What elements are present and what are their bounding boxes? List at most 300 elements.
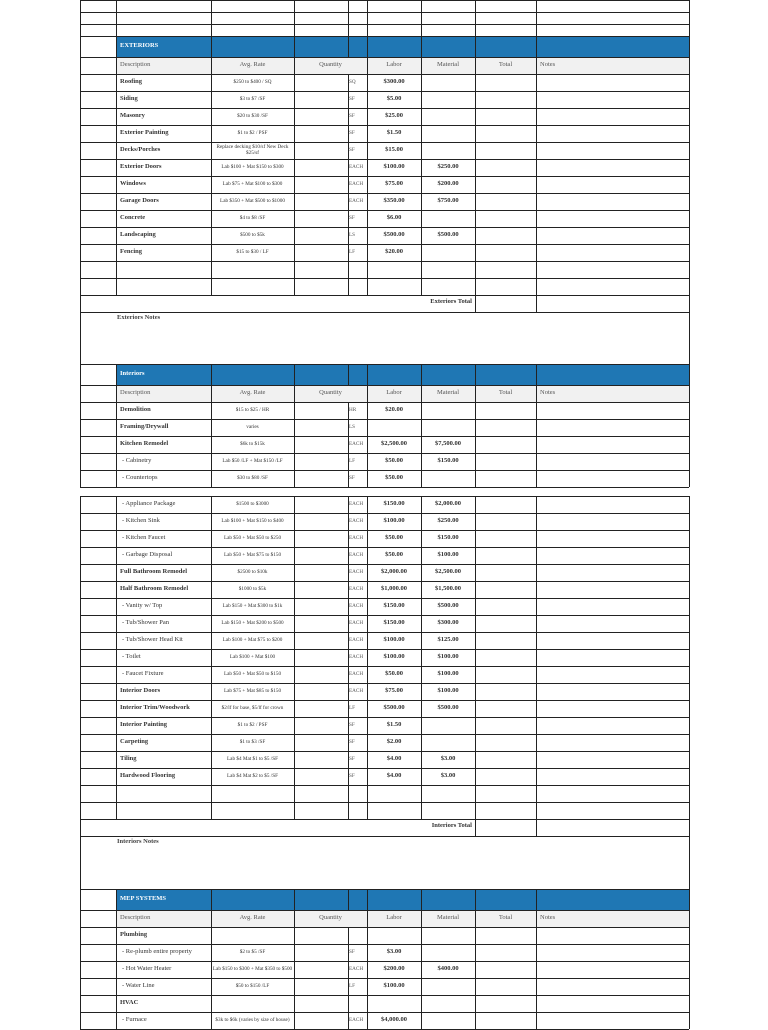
- item-material[interactable]: $500.00: [437, 231, 459, 239]
- grid-cell[interactable]: [80, 142, 116, 159]
- item-labor[interactable]: $100.00: [383, 517, 405, 525]
- item-material[interactable]: [421, 91, 475, 108]
- grid-cell[interactable]: [80, 751, 116, 768]
- quantity-cell[interactable]: [294, 513, 348, 530]
- item-notes[interactable]: [536, 547, 689, 564]
- grid-cell[interactable]: [294, 785, 348, 802]
- item-labor[interactable]: $50.00: [385, 457, 403, 465]
- grid-cell[interactable]: [367, 802, 421, 819]
- grid-cell[interactable]: [211, 24, 294, 36]
- grid-cell[interactable]: [80, 261, 116, 278]
- item-material[interactable]: $500.00: [437, 602, 459, 610]
- grid-cell[interactable]: [294, 261, 348, 278]
- grid-cell[interactable]: [475, 802, 536, 819]
- grid-cell[interactable]: [116, 24, 211, 36]
- grid-cell[interactable]: [80, 108, 116, 125]
- grid-cell[interactable]: [367, 785, 421, 802]
- quantity-cell[interactable]: [294, 142, 348, 159]
- item-material[interactable]: $750.00: [437, 197, 459, 205]
- grid-cell[interactable]: [536, 24, 689, 36]
- grid-cell[interactable]: [367, 12, 421, 24]
- grid-cell[interactable]: [80, 12, 116, 24]
- item-labor[interactable]: $300.00: [383, 78, 405, 86]
- quantity-cell[interactable]: [294, 615, 348, 632]
- quantity-cell[interactable]: [294, 978, 348, 995]
- item-notes[interactable]: [536, 142, 689, 159]
- item-material[interactable]: [421, 108, 475, 125]
- grid-cell[interactable]: [421, 278, 475, 295]
- quantity-cell[interactable]: [294, 108, 348, 125]
- grid-cell[interactable]: [80, 278, 116, 295]
- grid-cell[interactable]: [80, 227, 116, 244]
- grid-cell[interactable]: [421, 24, 475, 36]
- grid-cell[interactable]: [367, 278, 421, 295]
- item-total[interactable]: [475, 927, 536, 944]
- item-material[interactable]: [421, 978, 475, 995]
- item-material[interactable]: $100.00: [437, 551, 459, 559]
- item-material[interactable]: $100.00: [437, 670, 459, 678]
- item-labor[interactable]: $25.00: [385, 112, 403, 120]
- exteriors-notes-area[interactable]: [116, 324, 689, 362]
- grid-cell[interactable]: [211, 261, 294, 278]
- grid-cell[interactable]: [294, 24, 348, 36]
- item-material[interactable]: $7,500.00: [435, 440, 461, 448]
- quantity-cell[interactable]: [294, 1012, 348, 1029]
- grid-cell[interactable]: [421, 12, 475, 24]
- quantity-cell[interactable]: [294, 453, 348, 470]
- item-total[interactable]: [475, 227, 536, 244]
- item-notes[interactable]: [536, 244, 689, 261]
- item-total[interactable]: [475, 513, 536, 530]
- quantity-cell[interactable]: [294, 944, 348, 961]
- item-labor[interactable]: [367, 995, 421, 1012]
- item-total[interactable]: [475, 700, 536, 717]
- grid-cell[interactable]: [80, 530, 116, 547]
- item-labor[interactable]: $50.00: [385, 551, 403, 559]
- exteriors-total-value[interactable]: [475, 295, 536, 312]
- grid-cell[interactable]: [536, 12, 689, 24]
- grid-cell[interactable]: [80, 496, 116, 513]
- item-notes[interactable]: [536, 91, 689, 108]
- grid-cell[interactable]: [294, 12, 348, 24]
- grid-cell[interactable]: [211, 785, 294, 802]
- grid-cell[interactable]: [348, 0, 367, 12]
- grid-cell[interactable]: [80, 436, 116, 453]
- item-labor[interactable]: $5.00: [386, 95, 402, 103]
- item-notes[interactable]: [536, 927, 689, 944]
- item-notes[interactable]: [536, 176, 689, 193]
- item-total[interactable]: [475, 108, 536, 125]
- item-notes[interactable]: [536, 717, 689, 734]
- item-notes[interactable]: [536, 1012, 689, 1029]
- item-material[interactable]: $3.00: [440, 772, 456, 780]
- item-material[interactable]: [421, 142, 475, 159]
- grid-cell[interactable]: [80, 802, 116, 819]
- item-notes[interactable]: [536, 125, 689, 142]
- grid-cell[interactable]: [348, 278, 367, 295]
- item-total[interactable]: [475, 193, 536, 210]
- grid-cell[interactable]: [211, 278, 294, 295]
- item-notes[interactable]: [536, 598, 689, 615]
- grid-cell[interactable]: [80, 768, 116, 785]
- grid-cell[interactable]: [80, 453, 116, 470]
- item-total[interactable]: [475, 1012, 536, 1029]
- item-notes[interactable]: [536, 496, 689, 513]
- quantity-cell[interactable]: [294, 581, 348, 598]
- item-labor[interactable]: $2,000.00: [381, 568, 407, 576]
- item-material[interactable]: [421, 927, 475, 944]
- item-material[interactable]: [421, 995, 475, 1012]
- item-notes[interactable]: [536, 470, 689, 487]
- item-notes[interactable]: [536, 978, 689, 995]
- grid-cell[interactable]: [80, 470, 116, 487]
- item-total[interactable]: [475, 944, 536, 961]
- quantity-cell[interactable]: [294, 717, 348, 734]
- item-total[interactable]: [475, 649, 536, 666]
- item-labor[interactable]: $2.00: [386, 738, 402, 746]
- item-notes[interactable]: [536, 74, 689, 91]
- item-notes[interactable]: [536, 768, 689, 785]
- grid-cell[interactable]: [80, 244, 116, 261]
- grid-cell[interactable]: [80, 961, 116, 978]
- item-material[interactable]: $500.00: [437, 704, 459, 712]
- item-material[interactable]: [421, 419, 475, 436]
- item-labor[interactable]: $4.00: [386, 772, 402, 780]
- item-labor[interactable]: $1.50: [386, 129, 402, 137]
- item-total[interactable]: [475, 210, 536, 227]
- item-labor[interactable]: $50.00: [385, 474, 403, 482]
- grid-cell[interactable]: [80, 944, 116, 961]
- grid-cell[interactable]: [80, 513, 116, 530]
- item-notes[interactable]: [536, 402, 689, 419]
- grid-cell[interactable]: [80, 785, 116, 802]
- item-total[interactable]: [475, 125, 536, 142]
- item-labor[interactable]: $500.00: [383, 231, 405, 239]
- quantity-cell[interactable]: [294, 496, 348, 513]
- item-notes[interactable]: [536, 193, 689, 210]
- quantity-cell[interactable]: [294, 159, 348, 176]
- grid-cell[interactable]: [80, 700, 116, 717]
- grid-cell[interactable]: [80, 1012, 116, 1029]
- quantity-cell[interactable]: [294, 598, 348, 615]
- item-notes[interactable]: [536, 632, 689, 649]
- item-total[interactable]: [475, 978, 536, 995]
- item-notes[interactable]: [536, 683, 689, 700]
- quantity-cell[interactable]: [294, 995, 348, 1012]
- item-material[interactable]: [421, 734, 475, 751]
- quantity-cell[interactable]: [294, 547, 348, 564]
- item-total[interactable]: [475, 683, 536, 700]
- grid-cell[interactable]: [116, 12, 211, 24]
- item-labor[interactable]: [367, 927, 421, 944]
- item-notes[interactable]: [536, 961, 689, 978]
- grid-cell[interactable]: [211, 0, 294, 12]
- item-notes[interactable]: [536, 581, 689, 598]
- quantity-cell[interactable]: [294, 666, 348, 683]
- quantity-cell[interactable]: [294, 751, 348, 768]
- quantity-cell[interactable]: [294, 244, 348, 261]
- item-material[interactable]: $3.00: [440, 755, 456, 763]
- quantity-cell[interactable]: [294, 419, 348, 436]
- item-total[interactable]: [475, 751, 536, 768]
- quantity-cell[interactable]: [294, 91, 348, 108]
- quantity-cell[interactable]: [294, 632, 348, 649]
- grid-cell[interactable]: [80, 125, 116, 142]
- grid-cell[interactable]: [80, 176, 116, 193]
- quantity-cell[interactable]: [294, 227, 348, 244]
- item-notes[interactable]: [536, 530, 689, 547]
- grid-cell[interactable]: [348, 802, 367, 819]
- item-total[interactable]: [475, 402, 536, 419]
- grid-cell[interactable]: [80, 598, 116, 615]
- item-notes[interactable]: [536, 995, 689, 1012]
- grid-cell[interactable]: [475, 24, 536, 36]
- quantity-cell[interactable]: [294, 436, 348, 453]
- item-total[interactable]: [475, 995, 536, 1012]
- item-labor[interactable]: [367, 419, 421, 436]
- item-labor[interactable]: $6.00: [386, 214, 402, 222]
- item-labor[interactable]: $150.00: [383, 602, 405, 610]
- grid-cell[interactable]: [211, 12, 294, 24]
- grid-cell[interactable]: [80, 402, 116, 419]
- item-total[interactable]: [475, 530, 536, 547]
- item-labor[interactable]: $50.00: [385, 534, 403, 542]
- item-material[interactable]: $1,500.00: [435, 585, 461, 593]
- item-notes[interactable]: [536, 159, 689, 176]
- item-notes[interactable]: [536, 108, 689, 125]
- grid-cell[interactable]: [421, 785, 475, 802]
- item-total[interactable]: [475, 768, 536, 785]
- item-labor[interactable]: $200.00: [383, 965, 405, 973]
- item-labor[interactable]: $100.00: [383, 982, 405, 990]
- grid-cell[interactable]: [80, 734, 116, 751]
- item-material[interactable]: [421, 470, 475, 487]
- item-material[interactable]: $100.00: [437, 687, 459, 695]
- grid-cell[interactable]: [80, 419, 116, 436]
- item-labor[interactable]: $20.00: [385, 406, 403, 414]
- grid-cell[interactable]: [475, 261, 536, 278]
- grid-cell[interactable]: [475, 278, 536, 295]
- item-total[interactable]: [475, 547, 536, 564]
- item-material[interactable]: $250.00: [437, 517, 459, 525]
- quantity-cell[interactable]: [294, 927, 348, 944]
- item-material[interactable]: [421, 402, 475, 419]
- item-notes[interactable]: [536, 436, 689, 453]
- grid-cell[interactable]: [367, 24, 421, 36]
- item-total[interactable]: [475, 717, 536, 734]
- item-notes[interactable]: [536, 649, 689, 666]
- item-notes[interactable]: [536, 700, 689, 717]
- grid-cell[interactable]: [116, 278, 211, 295]
- grid-cell[interactable]: [80, 24, 116, 36]
- grid-cell[interactable]: [80, 564, 116, 581]
- grid-cell[interactable]: [80, 927, 116, 944]
- item-notes[interactable]: [536, 666, 689, 683]
- grid-cell[interactable]: [80, 978, 116, 995]
- item-labor[interactable]: $150.00: [383, 500, 405, 508]
- quantity-cell[interactable]: [294, 402, 348, 419]
- grid-cell[interactable]: [536, 785, 689, 802]
- quantity-cell[interactable]: [294, 125, 348, 142]
- item-material[interactable]: $200.00: [437, 180, 459, 188]
- item-notes[interactable]: [536, 734, 689, 751]
- grid-cell[interactable]: [80, 91, 116, 108]
- quantity-cell[interactable]: [294, 193, 348, 210]
- grid-cell[interactable]: [80, 683, 116, 700]
- item-labor[interactable]: $100.00: [383, 636, 405, 644]
- item-material[interactable]: $150.00: [437, 457, 459, 465]
- grid-cell[interactable]: [80, 581, 116, 598]
- quantity-cell[interactable]: [294, 683, 348, 700]
- item-material[interactable]: [421, 244, 475, 261]
- item-total[interactable]: [475, 581, 536, 598]
- grid-cell[interactable]: [475, 0, 536, 12]
- grid-cell[interactable]: [348, 24, 367, 36]
- grid-cell[interactable]: [294, 0, 348, 12]
- item-total[interactable]: [475, 436, 536, 453]
- grid-cell[interactable]: [80, 193, 116, 210]
- item-total[interactable]: [475, 74, 536, 91]
- grid-cell[interactable]: [80, 717, 116, 734]
- item-material[interactable]: $125.00: [437, 636, 459, 644]
- item-total[interactable]: [475, 470, 536, 487]
- grid-cell[interactable]: [348, 261, 367, 278]
- item-notes[interactable]: [536, 227, 689, 244]
- grid-cell[interactable]: [475, 785, 536, 802]
- grid-cell[interactable]: [536, 0, 689, 12]
- item-notes[interactable]: [536, 419, 689, 436]
- item-labor[interactable]: $500.00: [383, 704, 405, 712]
- grid-cell[interactable]: [367, 261, 421, 278]
- item-material[interactable]: [421, 125, 475, 142]
- grid-cell[interactable]: [80, 995, 116, 1012]
- item-total[interactable]: [475, 453, 536, 470]
- grid-cell[interactable]: [294, 278, 348, 295]
- grid-cell[interactable]: [294, 802, 348, 819]
- grid-cell[interactable]: [211, 802, 294, 819]
- item-notes[interactable]: [536, 513, 689, 530]
- quantity-cell[interactable]: [294, 734, 348, 751]
- grid-cell[interactable]: [421, 802, 475, 819]
- grid-cell[interactable]: [116, 785, 211, 802]
- item-material[interactable]: [421, 717, 475, 734]
- item-labor[interactable]: $3.00: [386, 948, 402, 956]
- item-notes[interactable]: [536, 564, 689, 581]
- item-labor[interactable]: $350.00: [383, 197, 405, 205]
- grid-cell[interactable]: [80, 0, 116, 12]
- item-labor[interactable]: $4.00: [386, 755, 402, 763]
- item-labor[interactable]: $2,500.00: [381, 440, 407, 448]
- item-labor[interactable]: $15.00: [385, 146, 403, 154]
- item-material[interactable]: $300.00: [437, 619, 459, 627]
- item-material[interactable]: $400.00: [437, 965, 459, 973]
- item-total[interactable]: [475, 159, 536, 176]
- grid-cell[interactable]: [80, 649, 116, 666]
- grid-cell[interactable]: [536, 802, 689, 819]
- quantity-cell[interactable]: [294, 530, 348, 547]
- item-labor[interactable]: $50.00: [385, 670, 403, 678]
- item-total[interactable]: [475, 666, 536, 683]
- item-notes[interactable]: [536, 944, 689, 961]
- grid-cell[interactable]: [80, 615, 116, 632]
- grid-cell[interactable]: [348, 785, 367, 802]
- item-total[interactable]: [475, 615, 536, 632]
- grid-cell[interactable]: [475, 12, 536, 24]
- item-total[interactable]: [475, 176, 536, 193]
- grid-cell[interactable]: [80, 666, 116, 683]
- item-notes[interactable]: [536, 751, 689, 768]
- item-material[interactable]: $150.00: [437, 534, 459, 542]
- item-labor[interactable]: $150.00: [383, 619, 405, 627]
- grid-cell[interactable]: [80, 159, 116, 176]
- item-notes[interactable]: [536, 210, 689, 227]
- item-total[interactable]: [475, 142, 536, 159]
- item-total[interactable]: [475, 91, 536, 108]
- item-material[interactable]: $2,000.00: [435, 500, 461, 508]
- item-material[interactable]: [421, 210, 475, 227]
- item-material[interactable]: [421, 74, 475, 91]
- grid-cell[interactable]: [80, 210, 116, 227]
- item-total[interactable]: [475, 244, 536, 261]
- item-labor[interactable]: $1,000.00: [381, 585, 407, 593]
- item-material[interactable]: [421, 1012, 475, 1029]
- grid-cell[interactable]: [367, 0, 421, 12]
- item-total[interactable]: [475, 961, 536, 978]
- item-material[interactable]: $100.00: [437, 653, 459, 661]
- grid-cell[interactable]: [348, 12, 367, 24]
- item-notes[interactable]: [536, 615, 689, 632]
- quantity-cell[interactable]: [294, 470, 348, 487]
- item-labor[interactable]: $75.00: [385, 687, 403, 695]
- grid-cell[interactable]: [116, 802, 211, 819]
- grid-cell[interactable]: [536, 261, 689, 278]
- item-material[interactable]: $2,500.00: [435, 568, 461, 576]
- grid-cell[interactable]: [80, 632, 116, 649]
- quantity-cell[interactable]: [294, 768, 348, 785]
- interiors-total-value[interactable]: [475, 819, 536, 836]
- interiors-notes-area[interactable]: [116, 848, 689, 887]
- grid-cell[interactable]: [421, 261, 475, 278]
- item-labor[interactable]: $100.00: [383, 653, 405, 661]
- grid-cell[interactable]: [116, 0, 211, 12]
- quantity-cell[interactable]: [294, 176, 348, 193]
- item-total[interactable]: [475, 598, 536, 615]
- grid-cell[interactable]: [421, 0, 475, 12]
- grid-cell[interactable]: [80, 74, 116, 91]
- item-labor[interactable]: $1.50: [386, 721, 402, 729]
- item-labor[interactable]: $75.00: [385, 180, 403, 188]
- item-labor[interactable]: $4,000.00: [381, 1016, 407, 1024]
- item-total[interactable]: [475, 734, 536, 751]
- quantity-cell[interactable]: [294, 564, 348, 581]
- item-notes[interactable]: [536, 453, 689, 470]
- quantity-cell[interactable]: [294, 74, 348, 91]
- item-total[interactable]: [475, 496, 536, 513]
- item-labor[interactable]: $20.00: [385, 248, 403, 256]
- grid-cell[interactable]: [536, 278, 689, 295]
- item-total[interactable]: [475, 632, 536, 649]
- quantity-cell[interactable]: [294, 700, 348, 717]
- item-material[interactable]: [421, 944, 475, 961]
- quantity-cell[interactable]: [294, 649, 348, 666]
- quantity-cell[interactable]: [294, 961, 348, 978]
- grid-cell[interactable]: [80, 547, 116, 564]
- item-total[interactable]: [475, 564, 536, 581]
- item-total[interactable]: [475, 419, 536, 436]
- item-labor[interactable]: $100.00: [383, 163, 405, 171]
- item-material[interactable]: $250.00: [437, 163, 459, 171]
- grid-cell[interactable]: [116, 261, 211, 278]
